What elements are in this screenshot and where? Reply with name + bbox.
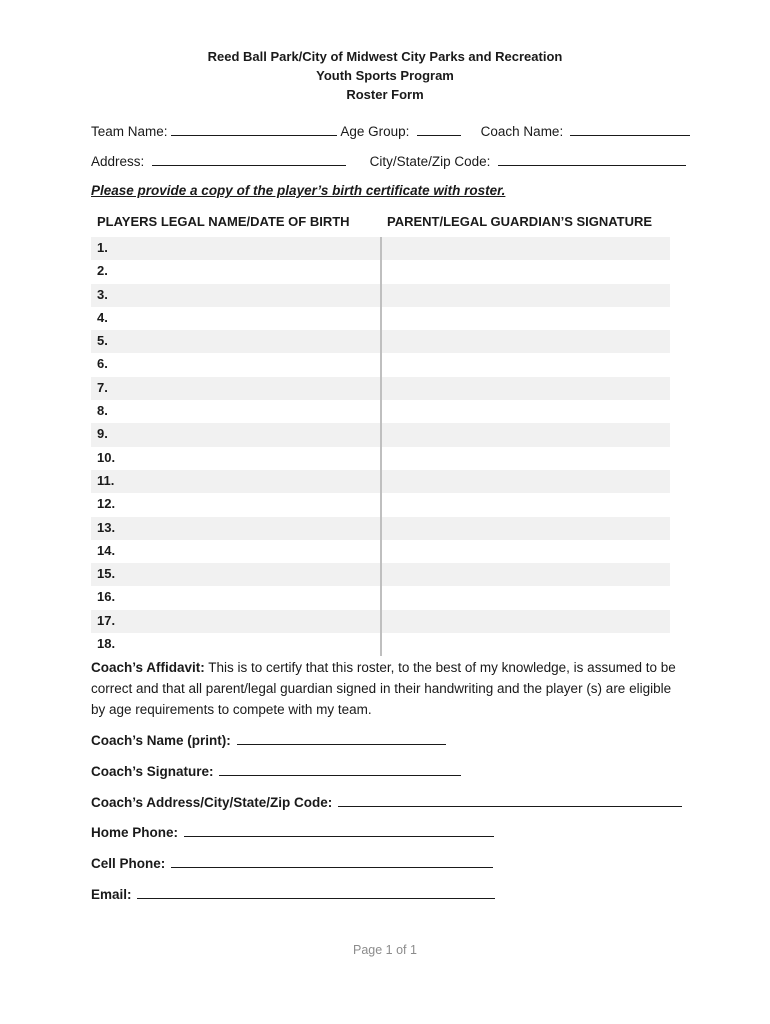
player-name-dob-cell[interactable]	[91, 260, 380, 283]
guardian-signature-cell[interactable]	[382, 633, 670, 656]
coach-address-row	[91, 793, 682, 812]
address-row	[91, 152, 686, 171]
email-row	[91, 885, 495, 904]
roster-row	[91, 284, 670, 307]
roster-row	[91, 493, 670, 516]
cell-phone-label: Cell Phone:	[91, 856, 166, 871]
row-number: 12.	[97, 496, 116, 512]
row-number: 10.	[97, 449, 116, 465]
team-name-label: Team Name:	[91, 124, 168, 139]
roster-row	[91, 470, 670, 493]
roster-row	[91, 563, 670, 586]
guardian-signature-cell[interactable]	[382, 493, 670, 516]
guardian-signature-cell[interactable]	[382, 540, 670, 563]
guardian-signature-cell[interactable]	[382, 610, 670, 633]
roster-row	[91, 633, 670, 656]
home-phone-row	[91, 823, 494, 842]
roster-row	[91, 447, 670, 470]
email-label: Email:	[91, 887, 132, 902]
player-name-dob-cell[interactable]	[91, 237, 380, 260]
row-number: 14.	[97, 542, 116, 558]
roster-row	[91, 353, 670, 376]
roster-row	[91, 540, 670, 563]
cell-phone-row	[91, 854, 493, 873]
roster-row	[91, 237, 670, 260]
team-info-row	[91, 122, 690, 141]
player-name-dob-cell[interactable]	[91, 423, 380, 446]
player-name-dob-cell[interactable]	[91, 470, 380, 493]
row-number: 5.	[97, 333, 108, 349]
age-group-field[interactable]	[417, 122, 461, 136]
player-name-dob-cell[interactable]	[91, 353, 380, 376]
header-form-title: Roster Form	[346, 87, 424, 102]
column-header-player: PLAYERS LEGAL NAME/DATE OF BIRTH	[97, 214, 350, 229]
coach-name-print-field[interactable]	[237, 731, 446, 745]
row-number: 7.	[97, 379, 108, 395]
player-name-dob-cell[interactable]	[91, 284, 380, 307]
coach-affidavit	[91, 657, 681, 720]
home-phone-field[interactable]	[184, 823, 494, 837]
guardian-signature-cell[interactable]	[382, 284, 670, 307]
row-number: 18.	[97, 636, 116, 652]
team-name-field[interactable]	[171, 122, 337, 136]
coach-address-label: Coach’s Address/City/State/Zip Code:	[91, 795, 333, 810]
city-state-zip-label: City/State/Zip Code:	[369, 154, 491, 169]
header-program: Youth Sports Program	[316, 68, 454, 83]
age-group-label: Age Group:	[340, 124, 410, 139]
guardian-signature-cell[interactable]	[382, 237, 670, 260]
guardian-signature-cell[interactable]	[382, 353, 670, 376]
email-field[interactable]	[137, 885, 495, 899]
roster-table	[91, 237, 670, 656]
birth-certificate-note: Please provide a copy of the player’s birth certificate with roster.	[91, 183, 506, 198]
coach-name-print-label: Coach’s Name (print):	[91, 733, 231, 748]
row-number: 11.	[97, 472, 115, 488]
affidavit-label: Coach’s Affidavit:	[91, 660, 205, 675]
column-header-guardian: PARENT/LEGAL GUARDIAN’S SIGNATURE	[387, 214, 653, 229]
player-name-dob-cell[interactable]	[91, 540, 380, 563]
coach-name-print-row	[91, 731, 446, 750]
row-number: 15.	[97, 566, 116, 582]
player-name-dob-cell[interactable]	[91, 586, 380, 609]
row-number: 8.	[97, 403, 108, 419]
row-number: 13.	[97, 519, 116, 535]
roster-row	[91, 610, 670, 633]
player-name-dob-cell[interactable]	[91, 610, 380, 633]
header-organization: Reed Ball Park/City of Midwest City Parks and Recreation	[207, 49, 563, 64]
page-number: Page 1 of 1	[353, 943, 417, 957]
guardian-signature-cell[interactable]	[382, 447, 670, 470]
guardian-signature-cell[interactable]	[382, 586, 670, 609]
player-name-dob-cell[interactable]	[91, 563, 380, 586]
coach-name-label: Coach Name:	[480, 124, 564, 139]
player-name-dob-cell[interactable]	[91, 307, 380, 330]
player-name-dob-cell[interactable]	[91, 400, 380, 423]
row-number: 3.	[97, 286, 108, 302]
player-name-dob-cell[interactable]	[91, 493, 380, 516]
guardian-signature-cell[interactable]	[382, 400, 670, 423]
row-number: 1.	[97, 240, 108, 255]
row-number: 6.	[97, 356, 108, 372]
form-header	[0, 47, 770, 104]
affidavit-text: This is to certify that this roster, to the best of my knowledge, is assumed to be correct and that all parent/legal guardian signed in their handwriting and the player (s) are eligible by age requirements to compete with my team.	[91, 660, 676, 717]
roster-row	[91, 307, 670, 330]
roster-row	[91, 330, 670, 353]
coach-signature-row	[91, 762, 461, 781]
row-number: 2.	[97, 263, 108, 279]
city-state-zip-field[interactable]	[498, 152, 686, 166]
cell-phone-field[interactable]	[171, 854, 493, 868]
player-name-dob-cell[interactable]	[91, 377, 380, 400]
roster-row	[91, 517, 670, 540]
guardian-signature-cell[interactable]	[382, 470, 670, 493]
player-name-dob-cell[interactable]	[91, 633, 380, 656]
guardian-signature-cell[interactable]	[382, 260, 670, 283]
guardian-signature-cell[interactable]	[382, 307, 670, 330]
roster-row	[91, 377, 670, 400]
row-number: 16.	[97, 589, 116, 605]
player-name-dob-cell[interactable]	[91, 330, 380, 353]
row-number: 9.	[97, 426, 108, 442]
coach-address-field[interactable]	[338, 793, 682, 807]
guardian-signature-cell[interactable]	[382, 377, 670, 400]
player-name-dob-cell[interactable]	[91, 447, 380, 470]
guardian-signature-cell[interactable]	[382, 330, 670, 353]
row-number: 17.	[97, 612, 116, 628]
home-phone-label: Home Phone:	[91, 825, 179, 840]
address-field[interactable]	[152, 152, 346, 166]
row-number: 4.	[97, 309, 108, 325]
player-name-dob-cell[interactable]	[91, 517, 380, 540]
coach-signature-label: Coach’s Signature:	[91, 764, 214, 779]
guardian-signature-cell[interactable]	[382, 563, 670, 586]
address-label: Address:	[91, 154, 145, 169]
coach-signature-field[interactable]	[219, 762, 461, 776]
coach-name-field[interactable]	[570, 122, 690, 136]
roster-row	[91, 400, 670, 423]
guardian-signature-cell[interactable]	[382, 423, 670, 446]
guardian-signature-cell[interactable]	[382, 517, 670, 540]
roster-row	[91, 423, 670, 446]
roster-row	[91, 260, 670, 283]
roster-row	[91, 586, 670, 609]
